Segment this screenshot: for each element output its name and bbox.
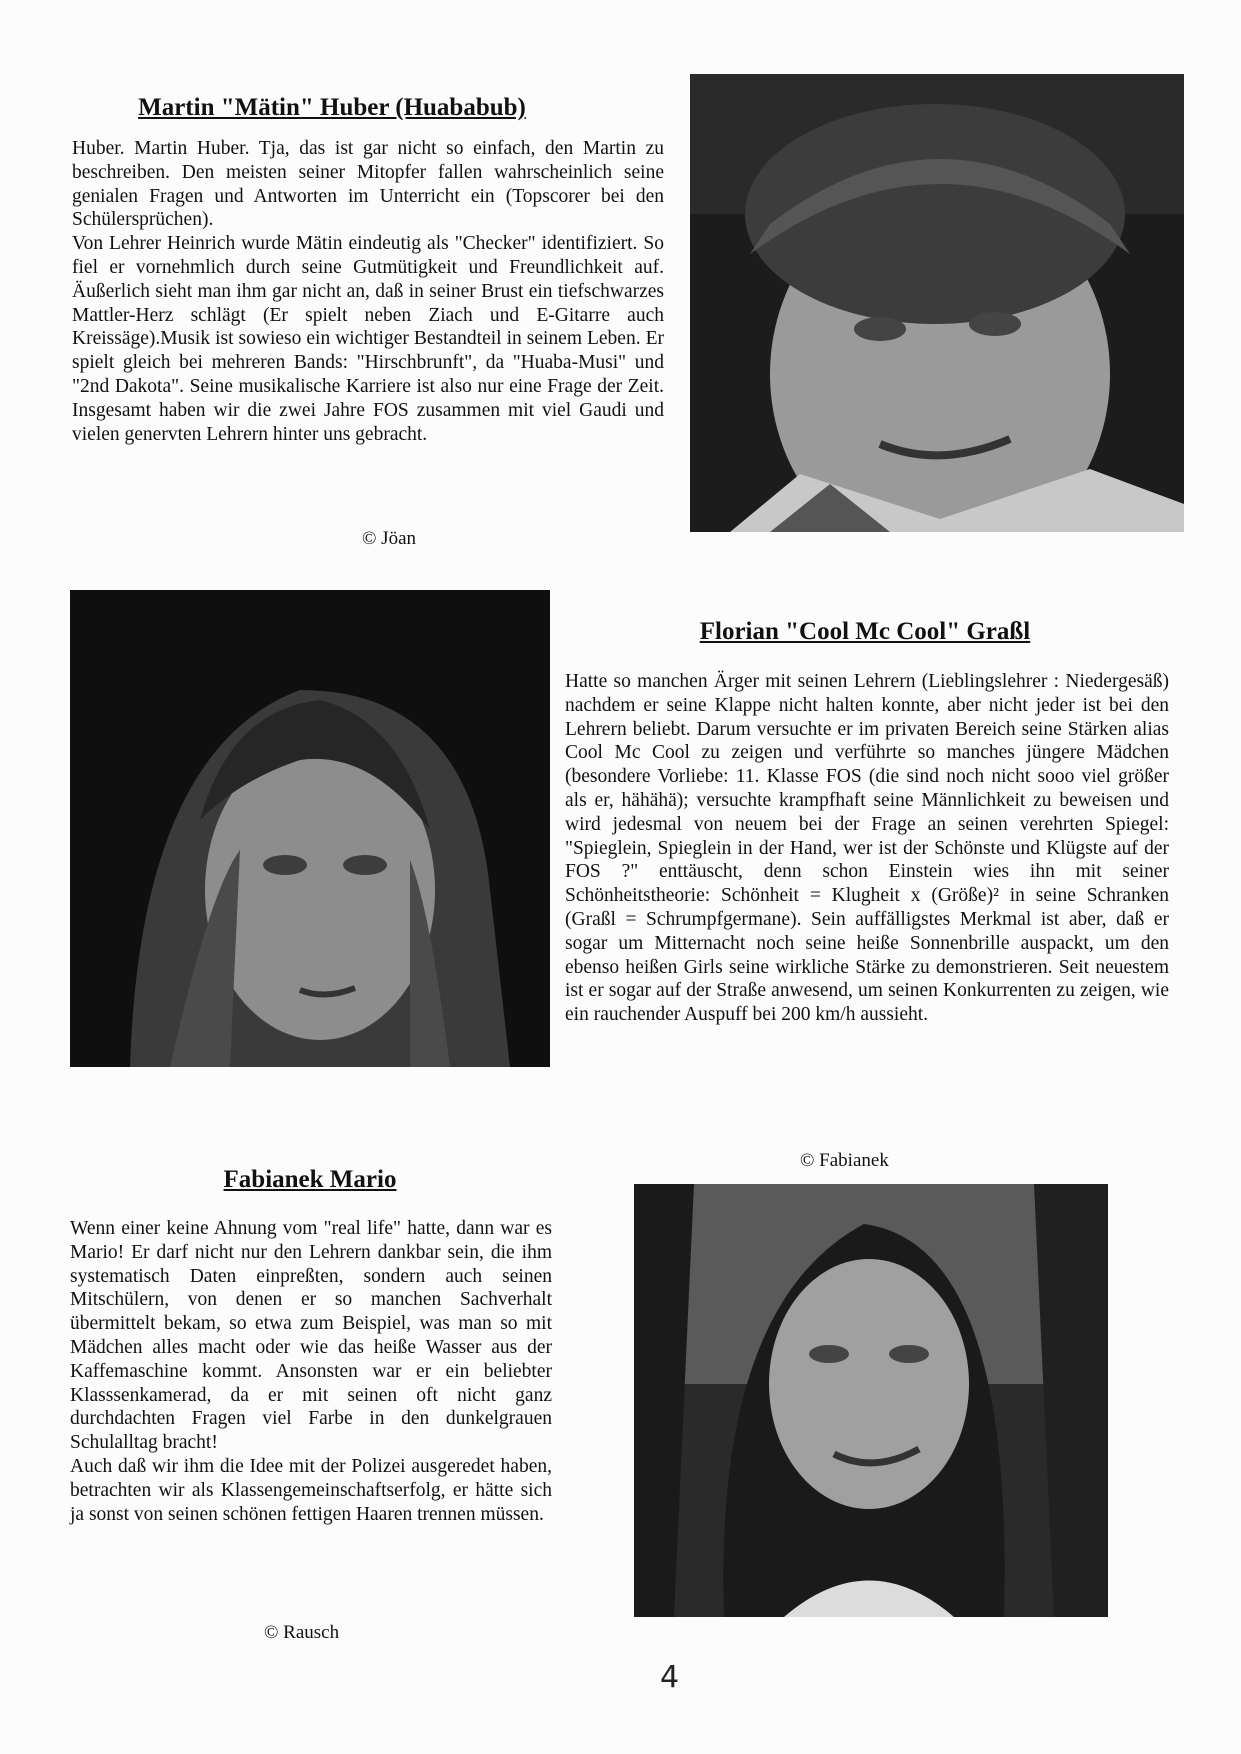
paragraph: Von Lehrer Heinrich wurde Mätin eindeutig als "Checker" identifiziert. So fiel er vornehmlich durch seine Gutmütigkeit und Freundlichkeit auf. Äußerlich sieht man ihm gar nicht an, daß in seiner Brust ein tiefschwarzes Mattler-Herz schlägt (Er spielt neben Ziach und E-Gitarre auch Kreissäge).Musik ist sowieso ein wichtiger Bestandteil in seinem Leben. Er spielt gleich bei mehreren Bands: "Hirschbrunft", da "Huaba-Musi" und "2nd Dakota". Seine musikalische Karriere ist also nur eine Frage der Zeit. Insgesamt haben wir die zwei Jahre FOS zusammen mit viel Gaudi und vielen genervten Lehrern hinter uns gebracht. (72, 233, 664, 445)
paragraph: Wenn einer keine Ahnung vom "real life" hatte, dann war es Mario! Er darf nicht nur den Lehrern dankbar sein, die ihm systematisch Daten einpreßten, sondern auch seinen Mitschülern, von denen er so manchen Sachverhalt übermittelt bekam, so etwa zum Beispiel, was man so mit Mädchen alles macht oder wie das heiße Wasser aus der Kaffemaschine kommt. Ansonsten war er ein beliebter Klasssenkamerad, da er mit seinen oft nicht ganz durchdachten Fragen viel Farbe in den dunkelgrauen Schulalltag bracht! (70, 1218, 552, 1454)
credit-grassl: © Fabianek (800, 1150, 889, 1171)
paragraph: Hatte so manchen Ärger mit seinen Lehrern (Lieblingslehrer : Niedergesäß) nachdem er seine Klappe nicht halten konnte, aber nicht jeder ist bei den Lehrern beliebt. Darum versuchte er im privaten Bereich seine Stärken alias Cool Mc Cool zu zeigen und verführte so manches jüngere Mädchen (besondere Vorliebe: 11. Klasse FOS (die sind noch nicht sooo viel größer als er, hähähä); versuchte krampfhaft seine Männlichkeit zu beweisen und wird jedesmal von neuem bei der Frage an seinen verehrten Spiegel: "Spieglein, Spieglein in der Hand, wer ist der Schönste und Klügste auf der FOS ?" enttäuscht, denn schon Einstein wies ihn mit seiner Schönheitstheorie: Schönheit = Klugheit x (Größe)² in seine Schranken (Graßl = Schrumpfgermane). Sein auffälligstes Merkmal ist aber, daß er sogar um Mitternacht noch seine heiße Sonnenbrille auspackt, um den ebenso heißen Girls seine wirkliche Stärke zu demonstrieren. Seit neuestem ist er sogar auf der Straße anwesend, um seinen Konkurrenten zu zeigen, wie ein rauchender Auspuff bei 200 km/h aussieht. (565, 671, 1169, 1026)
paragraph: Auch daß wir ihm die Idee mit der Polizei ausgeredet haben, betrachten wir als Klassengemeinschaftserfolg, er hätte sich ja sonst von seinen schönen fettigen Haaren trennen müssen. (70, 1455, 552, 1525)
article-title-fabianek: Fabianek Mario (223, 1166, 397, 1193)
article-title-grassl: Florian "Cool Mc Cool" Graßl (699, 618, 1031, 645)
article-title-huber: Martin "Mätin" Huber (Huababub) (138, 94, 526, 121)
credit-fabianek: © Rausch (264, 1622, 340, 1643)
portrait-photo-huber (690, 74, 1184, 532)
article-body-huber (72, 137, 664, 446)
credit-huber: © Jöan (362, 528, 417, 549)
paragraph: Huber. Martin Huber. Tja, das ist gar nicht so einfach, den Martin zu beschreiben. Den meisten seiner Mitopfer fallen wahrscheinlich seine genialen Fragen und Antworten im Unterricht ein (Topscorer bei den Schülersprüchen). (72, 138, 664, 231)
portrait-photo-fabianek (634, 1184, 1108, 1617)
page-number: 4 (660, 1660, 680, 1695)
article-body-fabianek (70, 1217, 552, 1526)
portrait-photo-grassl (70, 590, 550, 1067)
article-body-grassl (565, 670, 1169, 1027)
